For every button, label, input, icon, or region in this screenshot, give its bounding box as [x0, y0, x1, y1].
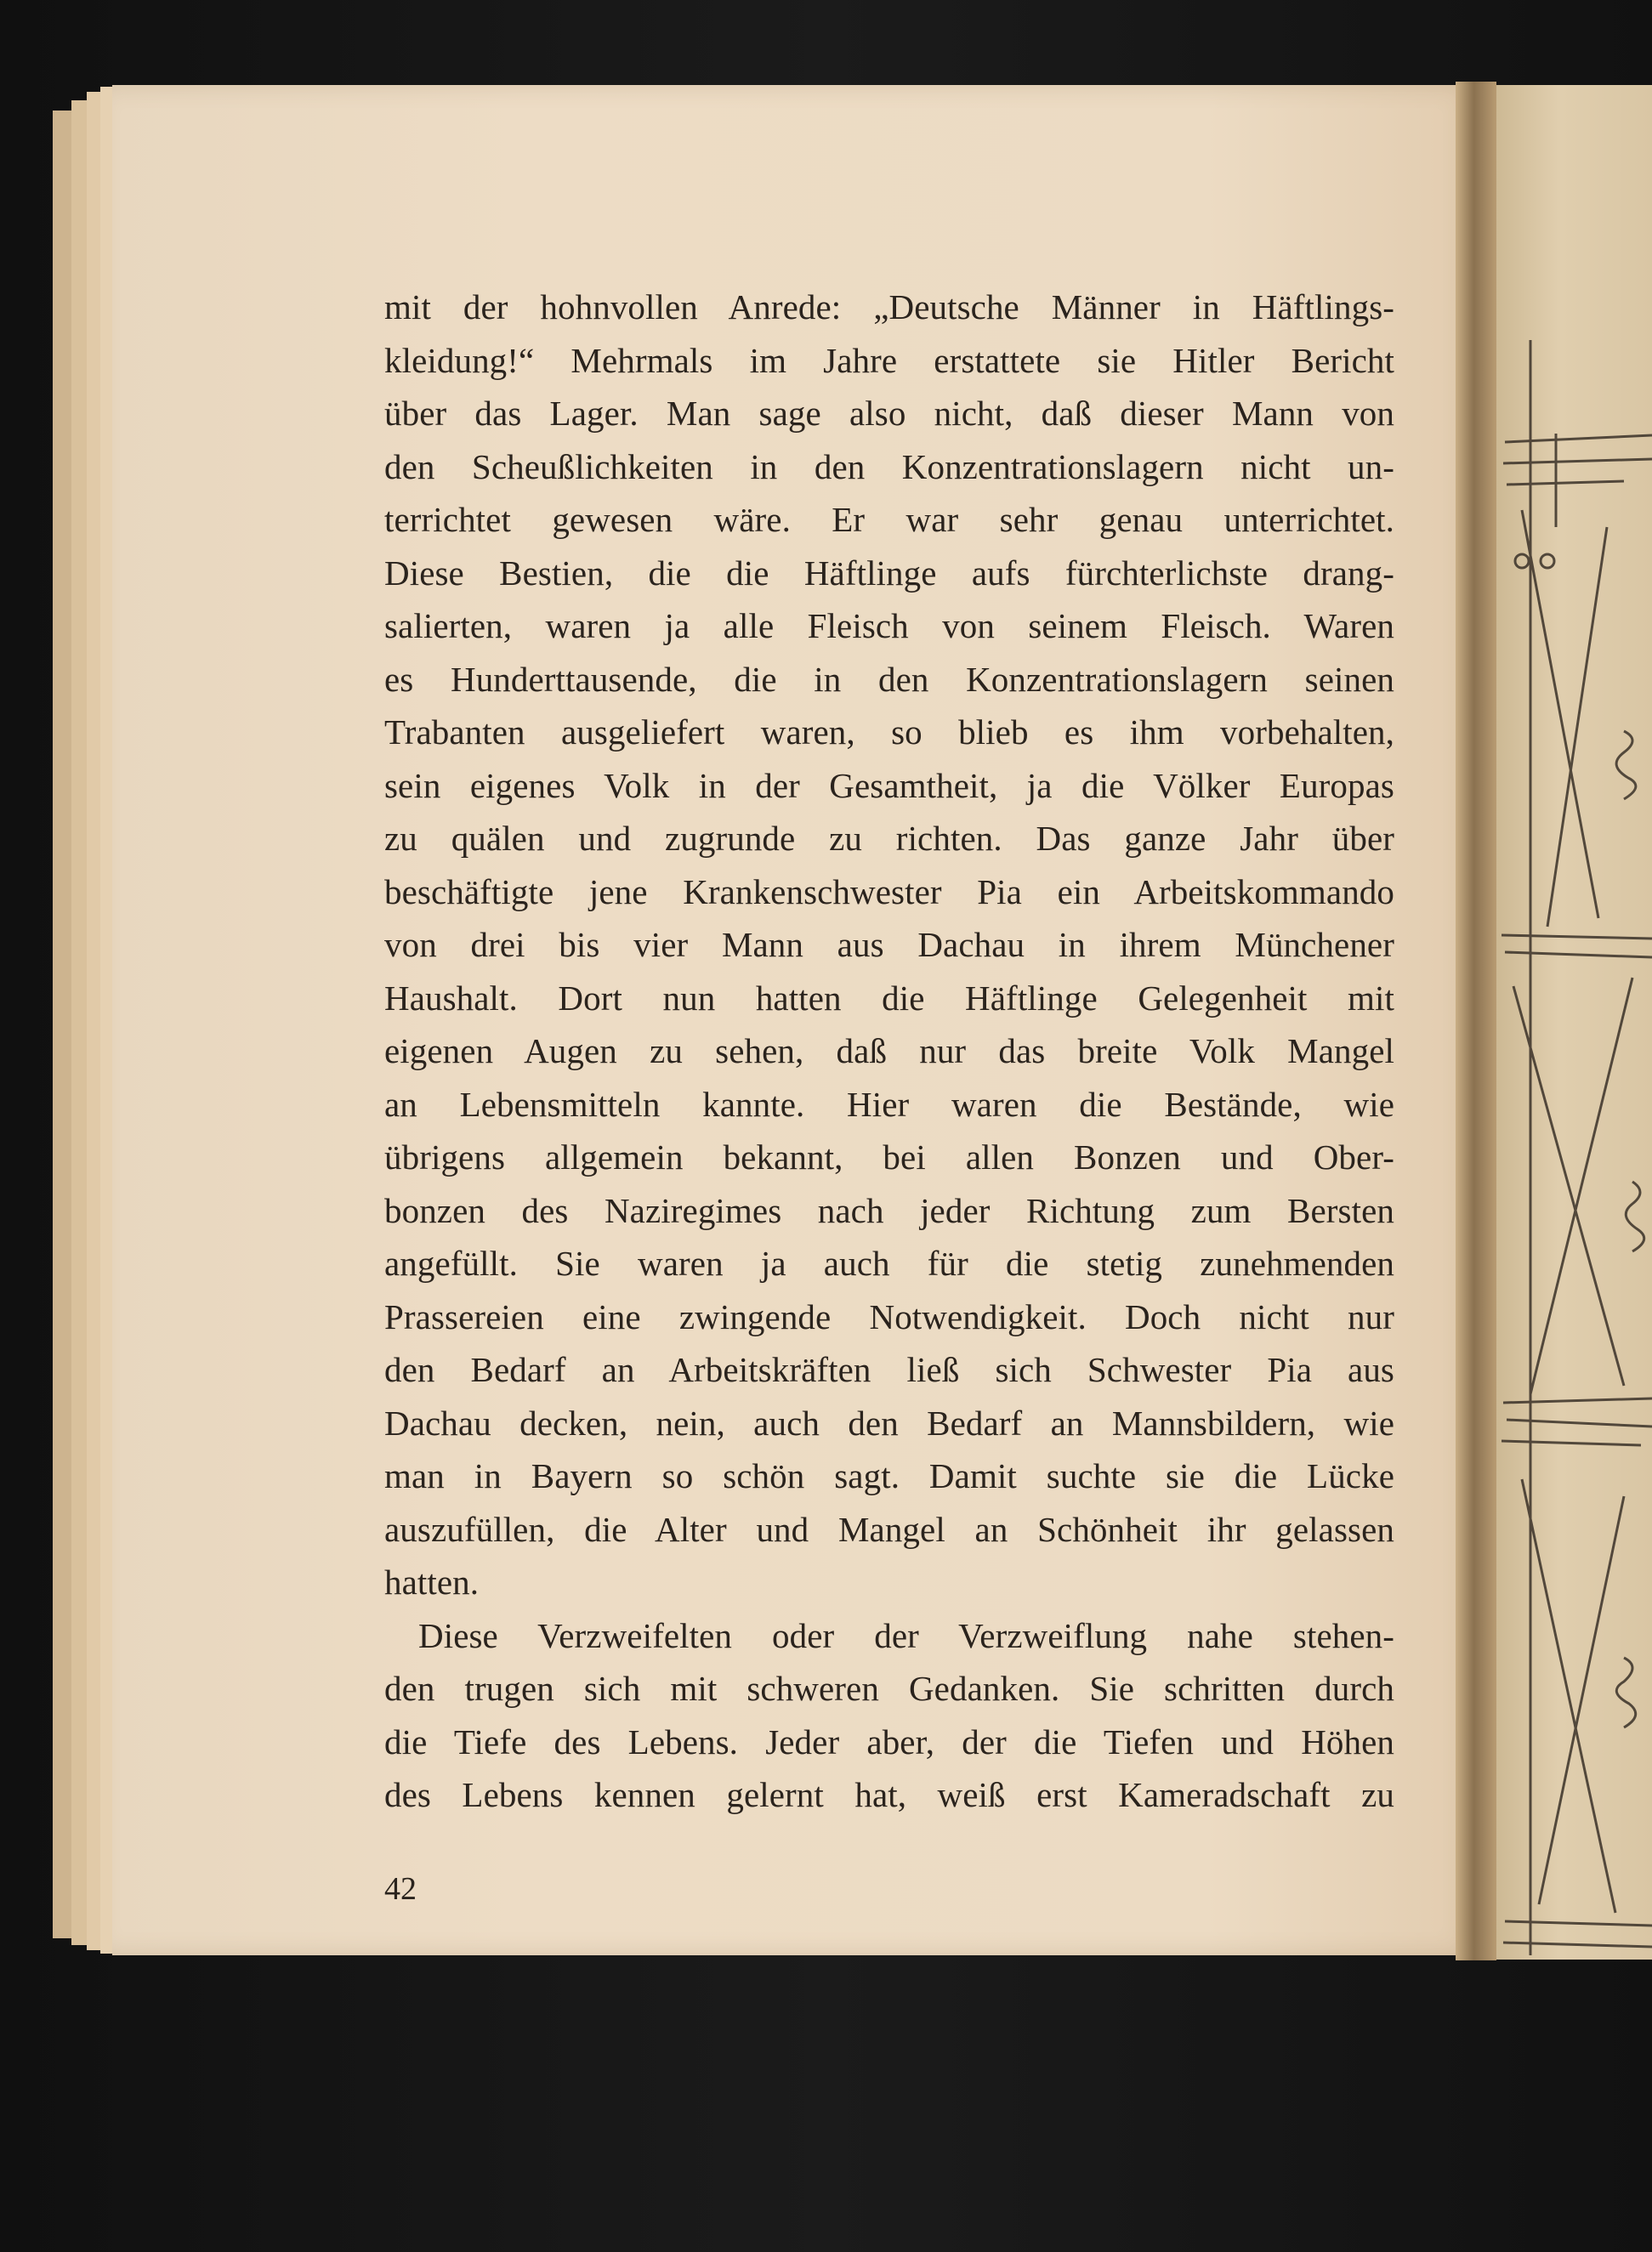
page-stack-edge — [71, 100, 87, 1945]
text-line: man in Bayern so schön sagt. Damit suchte sie die Lücke — [384, 1456, 1394, 1495]
text-line: Diese Bestien, die die Häftlinge aufs fürchterlichste drang- — [384, 553, 1394, 593]
text-line: kleidung!“ Mehrmals im Jahre erstattete sie Hitler Bericht — [384, 340, 1394, 380]
text-line: terrichtet gewesen wäre. Er war sehr genau unterrichtet. — [384, 500, 1394, 539]
text-line: bonzen des Naziregimes nach jeder Richtung zum Bersten — [384, 1190, 1394, 1230]
text-line: an Lebensmitteln kannte. Hier waren die Bestände, wie — [384, 1084, 1394, 1124]
text-line: von drei bis vier Mann aus Dachau in ihrem Münchener — [384, 925, 1394, 964]
text-line: sein eigenes Volk in der Gesamtheit, ja die Völker Europas — [384, 765, 1394, 805]
text-line: zu quälen und zugrunde zu richten. Das ganze Jahr über — [384, 819, 1394, 858]
book-gutter — [1456, 82, 1496, 1960]
page-stack-edge — [100, 87, 112, 1954]
page-stack-edge — [87, 92, 100, 1950]
text-line-paragraph-end: hatten. — [384, 1563, 480, 1602]
page-number: 42 — [384, 1871, 417, 1907]
text-line: auszufüllen, die Alter und Mangel an Schönheit ihr gelassen — [384, 1509, 1394, 1549]
sketch-illustration — [1496, 85, 1652, 1960]
text-line: es Hunderttausende, die in den Konzentrationslagern seinen — [384, 659, 1394, 699]
text-line: übrigens allgemein bekannt, bei allen Bonzen und Ober- — [384, 1137, 1394, 1177]
text-line: angefüllt. Sie waren ja auch für die stetig zunehmenden — [384, 1244, 1394, 1283]
text-line: des Lebens kennen gelernt hat, weiß erst Kameradschaft zu — [384, 1775, 1394, 1814]
text-line: den Scheußlichkeiten in den Konzentrationslagern nicht un- — [384, 446, 1394, 486]
text-line: eigenen Augen zu sehen, daß nur das breite Volk Mangel — [384, 1031, 1394, 1070]
text-line: die Tiefe des Lebens. Jeder aber, der die Tiefen und Höhen — [384, 1722, 1394, 1761]
text-line-paragraph-start: Diese Verzweifelten oder der Verzweiflung nahe stehen- — [418, 1615, 1394, 1655]
text-line: den Bedarf an Arbeitskräften ließ sich Schwester Pia aus — [384, 1350, 1394, 1389]
text-line: Trabanten ausgeliefert waren, so blieb es ihm vorbehalten, — [384, 712, 1394, 752]
page-stack-edge — [53, 111, 71, 1938]
text-line: Prassereien eine zwingende Notwendigkeit. Doch nicht nur — [384, 1296, 1394, 1336]
text-line: mit der hohnvollen Anrede: „Deutsche Männer in Häftlings- — [384, 287, 1394, 326]
text-line: salierten, waren ja alle Fleisch von seinem Fleisch. Waren — [384, 606, 1394, 645]
text-line: beschäftigte jene Krankenschwester Pia ein Arbeitskommando — [384, 871, 1394, 911]
text-line: über das Lager. Man sage also nicht, daß dieser Mann von — [384, 394, 1394, 433]
text-line: Haushalt. Dort nun hatten die Häftlinge Gelegenheit mit — [384, 978, 1394, 1018]
text-line: den trugen sich mit schweren Gedanken. Sie schritten durch — [384, 1669, 1394, 1708]
book-page-right-illustration — [1496, 85, 1652, 1960]
body-text — [384, 281, 1394, 1822]
text-line: Dachau decken, nein, auch den Bedarf an Mannsbildern, wie — [384, 1403, 1394, 1443]
